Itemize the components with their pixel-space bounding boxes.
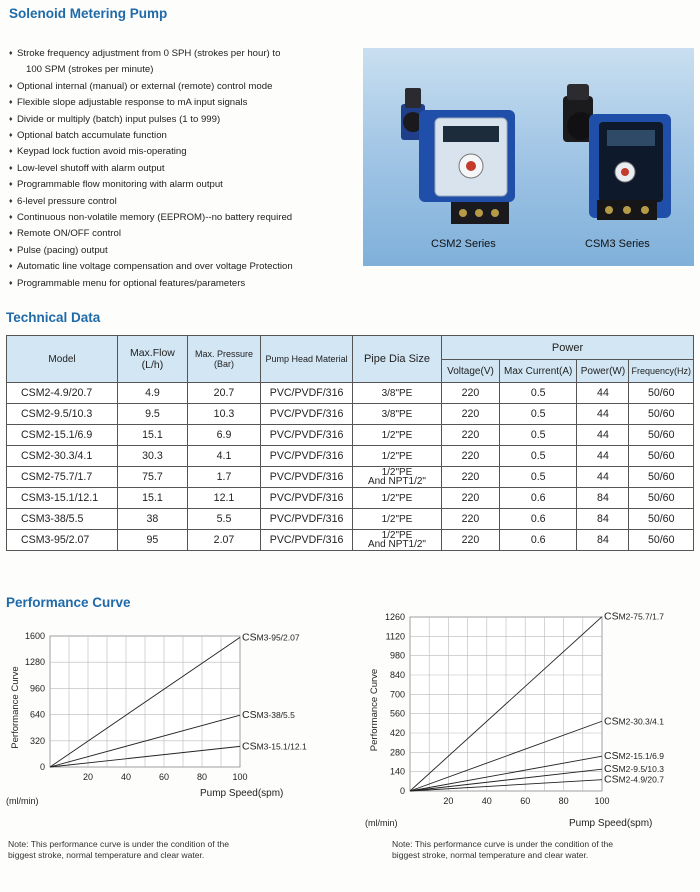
header-voltage: Voltage(V) — [442, 360, 500, 383]
cell-freq: 50/60 — [629, 530, 694, 551]
cell-freq: 50/60 — [629, 509, 694, 530]
cell-freq: 50/60 — [629, 446, 694, 467]
cell-pipe — [352, 509, 441, 530]
header-power-w: Power(W) — [577, 360, 629, 383]
feature-item: ♦ Divide or multiply (batch) input pulses (1 to 999) — [9, 112, 354, 128]
technical-data-table — [6, 335, 694, 551]
y-tick-label: 700 — [389, 689, 405, 700]
cell-pipe — [352, 467, 441, 488]
table-row — [7, 383, 694, 404]
x-tick-label: 80 — [196, 772, 208, 782]
cell-model: CSM2-15.1/6.9 — [7, 425, 118, 446]
feature-item: ♦ Automatic line voltage compensation and over voltage Protection — [9, 259, 354, 275]
cell-power: 84 — [577, 488, 629, 509]
cell-current: 0.6 — [499, 530, 577, 551]
table-row — [7, 509, 694, 530]
pipe-size: 3/8"PE — [381, 408, 413, 420]
series-label: CSM2-15.1/6.9 — [604, 750, 664, 763]
feature-item: ♦ Optional batch accumulate function — [9, 128, 354, 144]
pipe-size: 1/2"PE — [381, 530, 413, 541]
pipe-size: 1/2"PE — [381, 492, 413, 504]
cell-material: PVC/PVDF/316 — [261, 425, 353, 446]
cell-freq: 50/60 — [629, 425, 694, 446]
y-tick-label: 960 — [29, 683, 45, 694]
header-model: Model — [7, 336, 118, 383]
table-row — [7, 446, 694, 467]
y-tick-label: 420 — [389, 728, 405, 738]
cell-power: 84 — [577, 530, 629, 551]
feature-item: ♦ Flexible slope adjustable response to mA input signals — [9, 95, 354, 111]
csm3-pump-image — [563, 84, 671, 220]
series-label: CSM3-15.1/12.1 — [242, 740, 307, 753]
header-power-group: Power — [442, 336, 694, 360]
series-label: CSM3-38/5.5 — [242, 709, 295, 722]
note-right — [392, 839, 613, 860]
csm2-pump-image — [401, 88, 515, 224]
cell-flow: 15.1 — [118, 425, 188, 446]
feature-item: 100 SPM (strokes per minute) — [26, 64, 154, 76]
feature-item: ♦ Stroke frequency adjustment from 0 SPH (strokes per hour) to — [9, 46, 354, 62]
cell-current: 0.6 — [499, 488, 577, 509]
y-tick-label: 980 — [389, 650, 405, 661]
header-max-pressure: Max. Pressure (Bar) — [187, 336, 260, 383]
cell-voltage: 220 — [442, 404, 500, 425]
csm3-caption: CSM3 Series — [585, 238, 650, 250]
cell-material: PVC/PVDF/316 — [261, 467, 353, 488]
cell-model: CSM2-4.9/20.7 — [7, 383, 118, 404]
performance-chart-csm3 — [0, 620, 340, 815]
performance-chart-csm2 — [355, 600, 700, 835]
cell-voltage: 220 — [442, 425, 500, 446]
csm2-caption: CSM2 Series — [431, 238, 496, 250]
y-tick-label: 320 — [29, 735, 45, 746]
header-max-flow: Max.Flow (L/h) — [118, 336, 188, 383]
feature-item: ♦ Programmable menu for optional features/parameters — [9, 276, 354, 292]
x-tick-label: 100 — [594, 796, 610, 806]
header-frequency: Frequency(Hz) — [629, 360, 694, 383]
cell-voltage: 220 — [442, 446, 500, 467]
x-axis-label: Pump Speed(spm) — [569, 818, 653, 829]
feature-item: ♦ Pulse (pacing) output — [9, 243, 354, 259]
technical-data-title: Technical Data — [6, 310, 101, 325]
x-tick-label: 60 — [158, 772, 170, 782]
y-tick-label: 1260 — [384, 612, 405, 622]
x-tick-label: 60 — [520, 796, 531, 806]
cell-voltage: 220 — [442, 467, 500, 488]
cell-power: 84 — [577, 509, 629, 530]
x-tick-label: 80 — [558, 796, 569, 806]
cell-pressure: 2.07 — [187, 530, 260, 551]
cell-pipe — [352, 488, 441, 509]
feature-item: ♦ Programmable flow monitoring with alarm output — [9, 177, 354, 193]
cell-flow: 38 — [118, 509, 188, 530]
page-title: Solenoid Metering Pump — [9, 6, 168, 21]
cell-flow: 15.1 — [118, 488, 188, 509]
cell-model: CSM2-75.7/1.7 — [7, 467, 118, 488]
cell-power: 44 — [577, 467, 629, 488]
feature-item: ♦ 6-level pressure control — [9, 194, 354, 210]
cell-pipe — [352, 404, 441, 425]
x-tick-label: 40 — [481, 796, 492, 806]
cell-material: PVC/PVDF/316 — [261, 530, 353, 551]
y-axis-unit: (ml/min) — [365, 818, 398, 828]
x-tick-label: 40 — [120, 772, 132, 782]
series-label: CSM2-75.7/1.7 — [604, 610, 664, 623]
y-tick-label: 640 — [29, 709, 45, 720]
note-line: Note: This performance curve is under the condition of the — [392, 839, 614, 849]
cell-flow: 30.3 — [118, 446, 188, 467]
series-label: CSM2-30.3/4.1 — [604, 715, 664, 728]
y-tick-label: 0 — [399, 786, 405, 796]
table-body — [7, 383, 694, 551]
cell-freq: 50/60 — [629, 467, 694, 488]
cell-current: 0.5 — [499, 467, 577, 488]
cell-flow: 95 — [118, 530, 188, 551]
cell-voltage: 220 — [442, 530, 500, 551]
y-tick-label: 1120 — [385, 631, 405, 642]
pipe-size-alt: And NPT1/2" — [367, 539, 426, 550]
feature-item: ♦ Optional internal (manual) or external (remote) control mode — [9, 79, 354, 95]
table-row — [7, 488, 694, 509]
y-axis-label: Performance Curve — [369, 668, 380, 752]
cell-power: 44 — [577, 404, 629, 425]
table-row — [7, 530, 694, 551]
cell-power: 44 — [577, 383, 629, 404]
cell-pipe — [352, 425, 441, 446]
pipe-size: 1/2"PE — [381, 429, 413, 441]
y-tick-label: 840 — [389, 670, 405, 680]
note-line: Note: This performance curve is under the condition of the — [8, 839, 230, 849]
y-tick-label: 140 — [389, 766, 405, 777]
feature-item: ♦ Continuous non-volatile memory (EEPROM)--no battery required — [9, 210, 354, 226]
pipe-size: 1/2"PE — [381, 467, 413, 478]
pump-illustration — [363, 48, 694, 266]
cell-current: 0.5 — [499, 383, 577, 404]
performance-curve-title: Performance Curve — [6, 595, 131, 610]
y-tick-label: 280 — [389, 747, 405, 758]
cell-flow: 4.9 — [118, 383, 188, 404]
cell-power: 44 — [577, 425, 629, 446]
table-row — [7, 425, 694, 446]
pipe-size: 1/2"PE — [381, 450, 413, 462]
x-tick-label: 100 — [232, 772, 248, 782]
cell-current: 0.5 — [499, 425, 577, 446]
cell-pressure: 10.3 — [187, 404, 260, 425]
cell-pipe — [352, 383, 441, 404]
cell-voltage: 220 — [442, 509, 500, 530]
product-photo — [363, 48, 694, 266]
x-tick-label: 20 — [443, 796, 454, 806]
cell-freq: 50/60 — [629, 488, 694, 509]
y-axis-label: Performance Curve — [10, 666, 21, 749]
note-left — [8, 839, 229, 860]
y-tick-label: 0 — [39, 762, 45, 772]
table-row — [7, 467, 694, 488]
cell-pipe — [352, 446, 441, 467]
feature-item: ♦ Low-level shutoff with alarm output — [9, 161, 354, 177]
cell-current: 0.5 — [499, 404, 577, 425]
y-axis-unit: (ml/min) — [6, 796, 39, 806]
series-label: CSM3-95/2.07 — [242, 631, 300, 644]
cell-pressure: 12.1 — [187, 488, 260, 509]
series-label: CSM2-9.5/10.3 — [604, 763, 664, 776]
cell-material: PVC/PVDF/316 — [261, 509, 353, 530]
note-line: biggest stroke, normal temperature and clear water. — [8, 849, 205, 860]
cell-pressure: 5.5 — [187, 509, 260, 530]
x-axis-label: Pump Speed(spm) — [200, 788, 284, 799]
header-material: Pump Head Material — [261, 336, 353, 383]
y-tick-label: 1600 — [24, 631, 45, 641]
cell-pressure: 1.7 — [187, 467, 260, 488]
cell-material: PVC/PVDF/316 — [261, 404, 353, 425]
cell-model: CSM3-38/5.5 — [7, 509, 118, 530]
cell-current: 0.6 — [499, 509, 577, 530]
cell-material: PVC/PVDF/316 — [261, 383, 353, 404]
pipe-size: 1/2"PE — [381, 513, 413, 525]
cell-material: PVC/PVDF/316 — [261, 446, 353, 467]
cell-model: CSM3-15.1/12.1 — [7, 488, 118, 509]
cell-pipe — [352, 530, 441, 551]
cell-pressure: 6.9 — [187, 425, 260, 446]
y-tick-label: 560 — [389, 708, 405, 719]
cell-power: 44 — [577, 446, 629, 467]
cell-voltage: 220 — [442, 488, 500, 509]
table-row — [7, 404, 694, 425]
pipe-size-alt: And NPT1/2" — [367, 476, 426, 487]
pipe-size: 3/8"PE — [381, 387, 413, 399]
cell-freq: 50/60 — [629, 404, 694, 425]
header-pipe: Pipe Dia Size — [352, 336, 441, 383]
cell-model: CSM2-30.3/4.1 — [7, 446, 118, 467]
cell-model: CSM2-9.5/10.3 — [7, 404, 118, 425]
series-label: CSM2-4.9/20.7 — [604, 773, 664, 786]
cell-flow: 75.7 — [118, 467, 188, 488]
cell-freq: 50/60 — [629, 383, 694, 404]
cell-voltage: 220 — [442, 383, 500, 404]
cell-current: 0.5 — [499, 446, 577, 467]
feature-list — [9, 46, 354, 292]
feature-item: ♦ Keypad lock fuction avoid mis-operating — [9, 144, 354, 160]
cell-pressure: 20.7 — [187, 383, 260, 404]
note-line: biggest stroke, normal temperature and clear water. — [392, 849, 589, 860]
cell-model: CSM3-95/2.07 — [7, 530, 118, 551]
x-tick-label: 20 — [82, 772, 94, 782]
cell-flow: 9.5 — [118, 404, 188, 425]
cell-pressure: 4.1 — [187, 446, 260, 467]
header-current: Max Current(A) — [499, 360, 577, 383]
feature-item: ♦ Remote ON/OFF control — [9, 226, 354, 242]
cell-material: PVC/PVDF/316 — [261, 488, 353, 509]
y-tick-label: 1280 — [24, 657, 45, 668]
